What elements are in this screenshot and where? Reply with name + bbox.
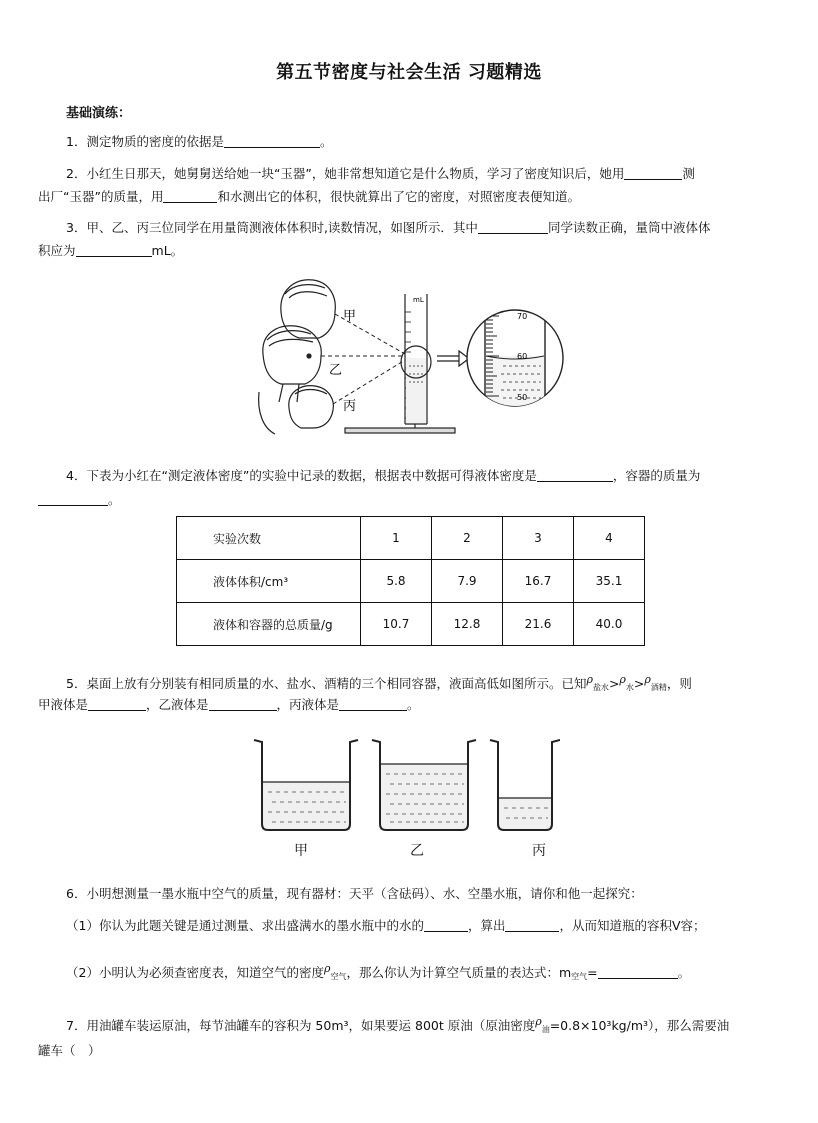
table-row: 实验次数 1 2 3 4 <box>177 517 645 560</box>
beaker-jia <box>254 740 358 830</box>
question-5: 5．桌面上放有分别装有相同质量的水、盐水、酒精的三个相同容器，液面高低如图所示。已知$\rho_{盐水}>\rho_水>\rho_{酒精}$，则 <box>66 673 692 692</box>
answer-blank[interactable] <box>88 696 146 711</box>
question-6: 6．小明想测量一墨水瓶中空气的质量，现有器材：天平（含砝码）、水、空墨水瓶，请你和他一起探究： <box>66 886 643 901</box>
svg-text:乙: 乙 <box>329 363 343 378</box>
answer-blank[interactable] <box>505 917 559 932</box>
cylinder-reading-figure <box>255 272 565 442</box>
experiment-data-table <box>176 516 645 646</box>
question-5-cont: 甲液体是 ，乙液体是 ，丙液体是 。 <box>38 697 420 712</box>
table-row: 液体体积/cm³ 5.8 7.9 16.7 35.1 <box>177 560 645 603</box>
sight-lines <box>321 314 405 404</box>
question-4-cont: 。 <box>38 488 778 511</box>
svg-text:丙: 丙 <box>343 399 357 414</box>
arrow-icon <box>437 351 469 366</box>
answer-blank[interactable] <box>598 964 678 979</box>
svg-text:70: 70 <box>517 312 528 321</box>
answer-blank[interactable] <box>339 696 407 711</box>
student-jia-head <box>281 280 335 338</box>
answer-blank[interactable] <box>38 491 108 506</box>
page-title: 第五节密度与社会生活 习题精选 <box>276 62 542 83</box>
beaker-label-jia: 甲 <box>294 843 308 859</box>
svg-text:50: 50 <box>517 393 528 402</box>
question-2: 2．小红生日那天，她舅舅送给她一块“玉器”，她非常想知道它是什么物质，学习了密度知识后，她用 测 <box>66 166 695 181</box>
student-bing-head <box>259 386 334 434</box>
question-3-cont: 积应为 mL。 <box>38 243 184 258</box>
question-7-cont: 罐车（ ） <box>38 1043 101 1058</box>
svg-text:60: 60 <box>517 352 528 361</box>
answer-blank[interactable] <box>424 917 468 932</box>
answer-blank[interactable] <box>624 165 682 180</box>
question-2-cont: 出厂“玉器”的质量，用 和水测出它的体积，很快就算出了它的密度，对照密度表便知道。 <box>38 189 580 204</box>
question-4: 4．下表为小红在“测定液体密度”的实验中记录的数据，根据表中数据可得液体密度是 ，容器的质量为 <box>66 468 701 483</box>
student-yi-head <box>263 326 321 402</box>
question-7: 7．用油罐车装运原油，每节油罐车的容积为 50m³，如果要运 800t 原油（原油密度$\rho_油=0.8\times 10^3kg/m^3$），那么需要油 <box>66 1015 730 1034</box>
liquid-column <box>406 358 426 423</box>
answer-blank[interactable] <box>76 242 152 257</box>
beaker-label-yi: 乙 <box>410 843 424 859</box>
section-heading: 基础演练： <box>66 106 132 121</box>
table-row: 液体和容器的总质量/g 10.7 12.8 21.6 40.0 <box>177 603 645 646</box>
question-6-part-1: （1）你认为此题关键是通过测量、求出盛满水的墨水瓶中的水的 ，算出 ，从而知道瓶的容积V容； <box>66 918 706 933</box>
beakers-figure <box>250 734 560 838</box>
question-3: 3．甲、乙、丙三位同学在用量筒测液体体积时,读数情况，如图所示．其中 同学读数正确，量筒中液体体 <box>66 220 711 235</box>
beaker-bing <box>490 740 560 830</box>
beaker-label-bing: 丙 <box>532 843 546 859</box>
beaker-yi <box>372 740 476 830</box>
answer-blank[interactable] <box>537 467 613 482</box>
answer-blank[interactable] <box>224 133 320 148</box>
answer-blank[interactable] <box>478 219 548 234</box>
question-1: 1．测定物质的密度的依据是 。 <box>66 134 333 149</box>
answer-blank[interactable] <box>209 696 277 711</box>
svg-text:mL: mL <box>413 296 424 304</box>
svg-text:甲: 甲 <box>343 309 357 324</box>
answer-blank[interactable] <box>163 188 217 203</box>
question-6-part-2: （2）小明认为必须查密度表，知道空气的密度$\rho_{空气}$，那么你认为计算空气质量的表达式：$m_{空气}=$ 。 <box>66 962 691 981</box>
